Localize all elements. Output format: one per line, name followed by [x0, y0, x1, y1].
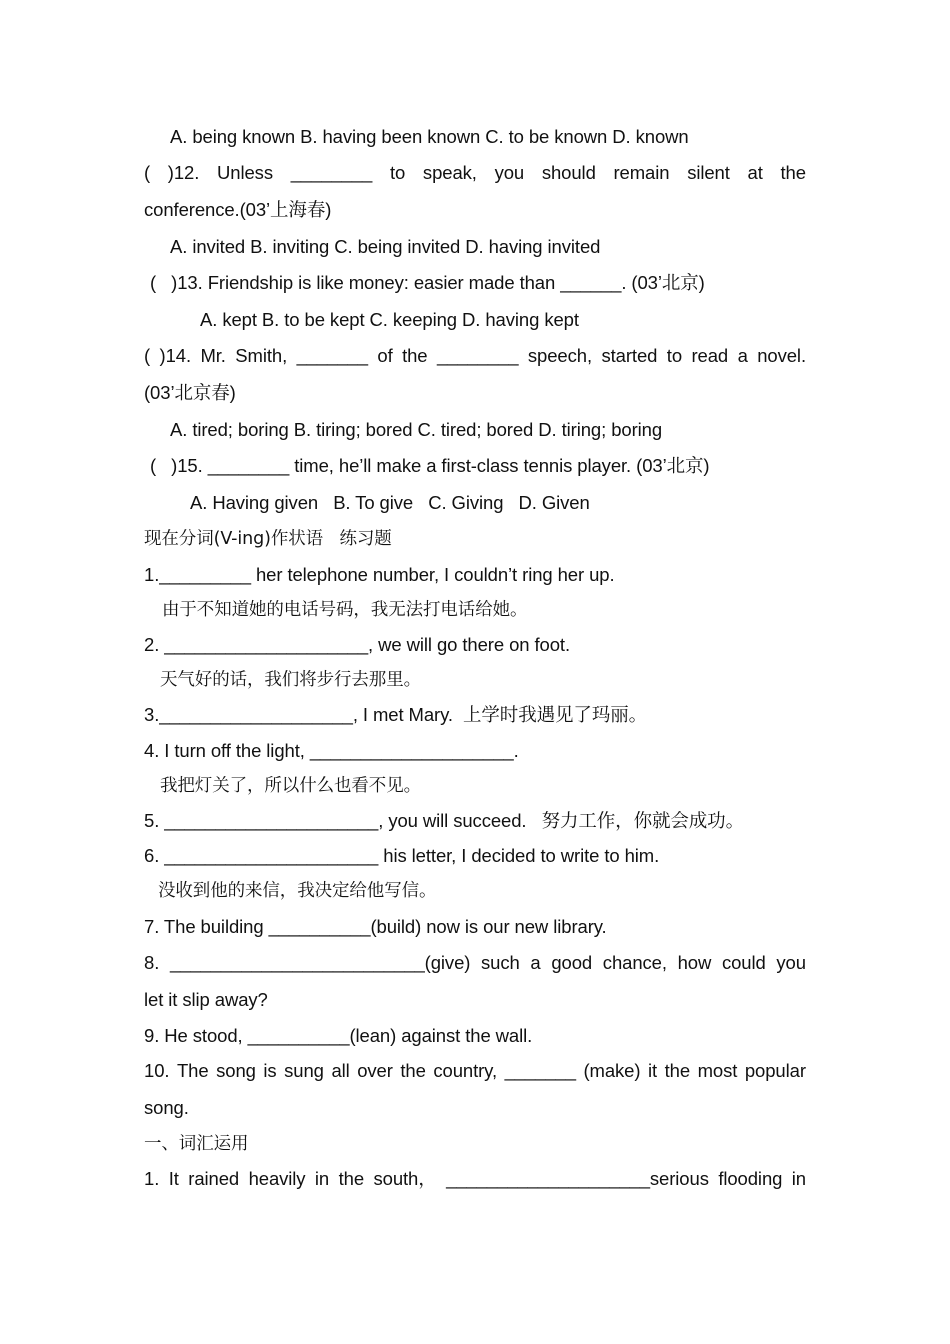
exercise-3: 3.___________________, I met Mary. 上学时我遇见了玛丽。: [144, 704, 648, 725]
word: it: [647, 1060, 658, 1081]
word: chance,: [602, 952, 667, 973]
q14-line: [144, 344, 806, 368]
exercise-7: 7. The building __________(build) now is our new library.: [144, 916, 607, 937]
word: _______: [504, 1060, 576, 1081]
word: the: [338, 1168, 365, 1189]
word: remain: [613, 162, 670, 183]
word: novel.: [757, 345, 806, 366]
word: how: [677, 952, 712, 973]
q15-line: ( )15. ________ time, he’ll make a first-class tennis player. (03’北京): [150, 455, 710, 476]
word: )12.: [167, 162, 200, 183]
word: heavily: [248, 1168, 306, 1189]
exercise-6-translation: 没收到他的来信，我决定给他写信。: [158, 881, 437, 901]
word: the: [400, 1060, 426, 1081]
word: in: [314, 1168, 330, 1189]
exercise-2: 2. ____________________, we will go there on foot.: [144, 634, 570, 655]
vocab-1: [144, 1167, 806, 1191]
exercise-4-translation: 我把灯关了，所以什么也看不见。: [160, 776, 421, 796]
word: the: [402, 345, 428, 366]
word: of: [377, 345, 393, 366]
word: south，: [373, 1168, 437, 1189]
exercise-10: [144, 1059, 806, 1083]
q12-options: A. invited B. inviting C. being invited D. having invited: [170, 236, 601, 257]
word: should: [541, 162, 596, 183]
word: popular: [744, 1060, 806, 1081]
word: all: [331, 1060, 350, 1081]
word: _______: [296, 345, 368, 366]
exercise-5: 5. _____________________, you will succeed. 努力工作，你就会成功。: [144, 810, 744, 831]
word: silent: [687, 162, 730, 183]
section-title: 现在分词(V-ing)作状语 练习题: [144, 529, 392, 549]
section2-title: 一、词汇运用: [144, 1134, 249, 1154]
q14-options: A. tired; boring B. tiring; bored C. tired; bored D. tiring; boring: [170, 419, 663, 440]
exercise-8-continuation: let it slip away?: [144, 989, 268, 1010]
word: rained: [188, 1168, 240, 1189]
word: the: [664, 1060, 691, 1081]
q11-options: A. being known B. having been known C. to be known D. known: [170, 126, 689, 147]
exercise-9: 9. He stood, __________(lean) against the wall.: [144, 1025, 533, 1046]
word: Mr.: [200, 345, 226, 366]
exercise-1-translation: 由于不知道她的电话号码，我无法打电话给她。: [162, 600, 528, 620]
word: you: [494, 162, 525, 183]
q14-continuation: (03’北京春): [144, 382, 236, 403]
word: such: [481, 952, 520, 973]
word: speak,: [422, 162, 477, 183]
word: you: [776, 952, 806, 973]
word: is: [263, 1060, 277, 1081]
q13-line: ( )13. Friendship is like money: easier made than ______. (03’北京): [150, 272, 705, 293]
word: Smith,: [235, 345, 288, 366]
word: ________: [436, 345, 519, 366]
q12-continuation: conference.(03’上海春): [144, 199, 332, 220]
word: at: [747, 162, 763, 183]
word: (: [144, 162, 151, 183]
exercise-8: [144, 951, 806, 975]
word: (: [144, 345, 151, 366]
word: a: [737, 345, 748, 366]
q12-line: [144, 161, 806, 185]
word: the: [780, 162, 806, 183]
exercise-10-continuation: song.: [144, 1097, 189, 1118]
word: (make): [583, 1060, 641, 1081]
word: in: [791, 1168, 806, 1189]
word: sung: [284, 1060, 324, 1081]
exercise-6: 6. _____________________ his letter, I decided to write to him.: [144, 845, 660, 866]
word: 8.: [144, 952, 160, 973]
word: It: [168, 1168, 179, 1189]
word: Unless: [217, 162, 273, 183]
word: ____________________serious: [446, 1168, 709, 1189]
word: )14.: [159, 345, 191, 366]
word: started: [601, 345, 658, 366]
word: 10.: [144, 1060, 170, 1081]
word: most: [697, 1060, 738, 1081]
word: to: [389, 162, 406, 183]
exercise-1: 1._________ her telephone number, I couldn’t ring her up.: [144, 564, 615, 585]
word: 1.: [144, 1168, 160, 1189]
q15-options: A. Having given B. To give C. Giving D. Given: [190, 492, 590, 513]
exercise-4: 4. I turn off the light, ____________________.: [144, 740, 519, 761]
q13-options: A. kept B. to be kept C. keeping D. having kept: [200, 309, 579, 330]
word: could: [721, 952, 766, 973]
word: read: [691, 345, 729, 366]
word: good: [551, 952, 593, 973]
word: country,: [433, 1060, 497, 1081]
word: speech,: [527, 345, 593, 366]
exercise-2-translation: 天气好的话，我们将步行去那里。: [160, 670, 421, 690]
word: song: [216, 1060, 256, 1081]
word: over: [357, 1060, 393, 1081]
word: The: [176, 1060, 209, 1081]
word: ________: [290, 162, 373, 183]
word: to: [666, 345, 683, 366]
word: flooding: [718, 1168, 783, 1189]
word: a: [530, 952, 541, 973]
word: _________________________(give): [169, 952, 471, 973]
